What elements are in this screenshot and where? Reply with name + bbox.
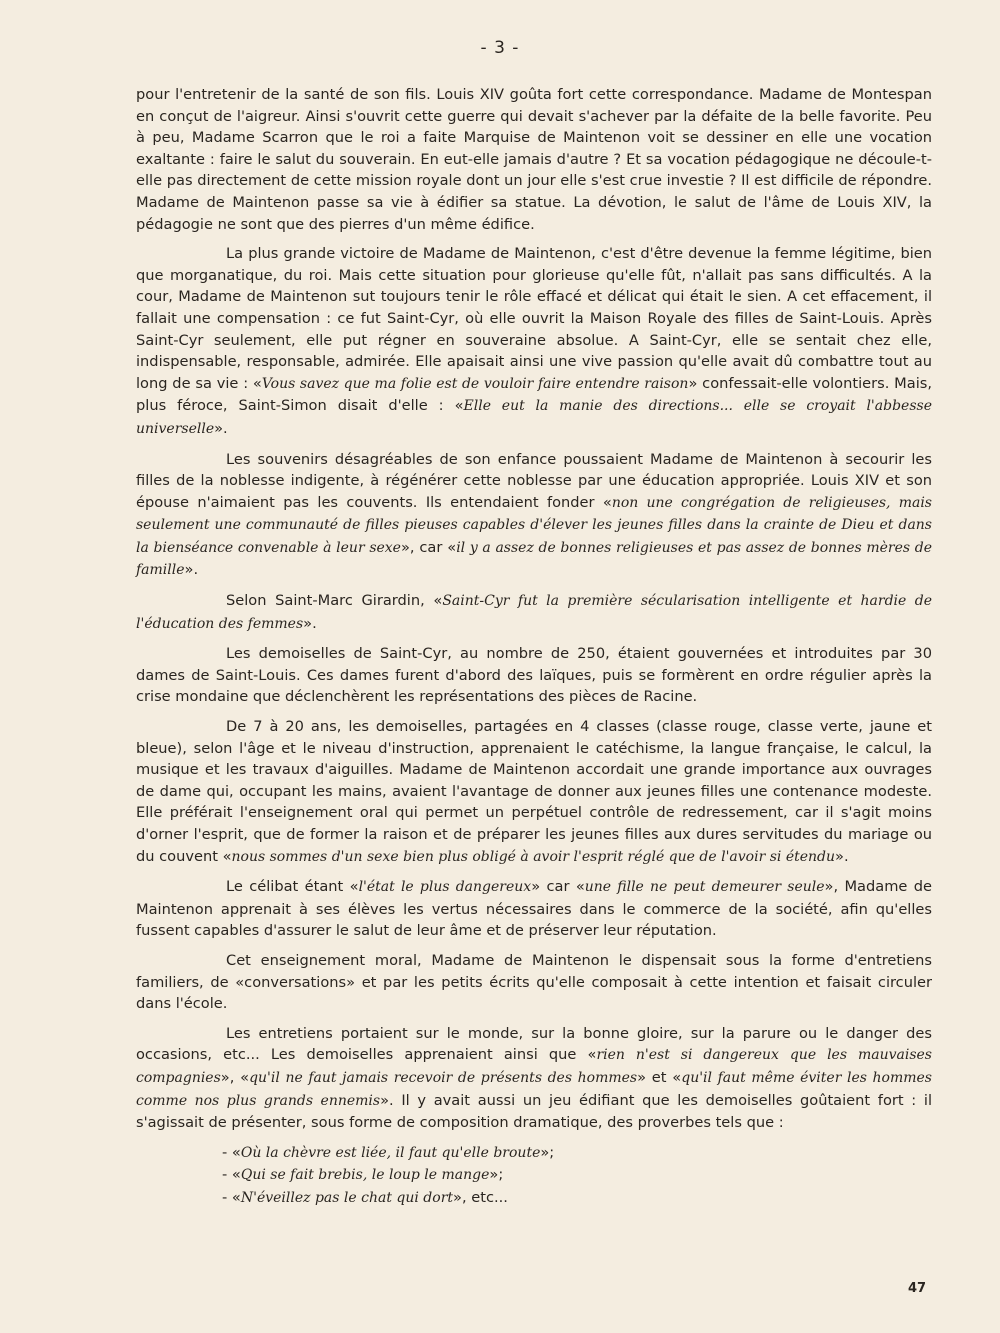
text-run: Cet enseignement moral, Madame de Maintenon le dispensait sous la forme d'entretiens familiers, de «conversations» et par les petits écrits qu'elle composait à cette intention et faisait circuler dans l'école. [136,951,932,1013]
text-run: Les demoiselles de Saint-Cyr, au nombre de 250, étaient gouvernées et introduites par 30 dames de Saint-Louis. Ces dames furent d'abord des laïques, puis se formèrent en ordre régulier après la crise mondaine que déclenchèrent les représentations des pièces de Racine. [136,645,932,706]
text-run: La plus grande victoire de Madame de Maintenon, c'est d'être devenue la femme légitime, bien que morganatique, du roi. Mais cette situation pour glorieuse qu'elle fût, n'allait pas sans difficultés. A la cour, Madame de Maintenon sut toujours tenir le rôle effacé et délicat qui était le sien. A cet effacement, il fallait une compensation : ce fut Saint-Cyr, où elle ouvrit la Maison Royale des filles de Saint-Louis. Après Saint-Cyr seulement, elle put régner en souveraine absolue. A Saint-Cyr, elle se sentait chez elle, indispensable, responsable, admirée. Elle apaisait ainsi une vive passion qu'elle avait dû combattre tout au long de sa vie : « [136,245,932,392]
body-text [136,84,932,1210]
italic-quote: une fille ne peut demeurer seule [584,879,825,896]
page-header-marker: - 3 - [480,38,520,58]
text-run: ». [835,847,849,865]
italic-quote: qu'il faut même éviter les hommes comme nos plus grands ennemis [136,1069,932,1109]
paragraph [136,590,932,635]
paragraph [136,449,932,583]
text-run: ». [214,419,228,437]
text-run: » confessait-elle volontiers. Mais, plus féroce, Saint-Simon disait d'elle : « [136,374,932,415]
text-run: ». Il y avait aussi un jeu édifiant que les demoiselles goûtaient fort : il s'agissait de présenter, sous forme de composition dramatique, des proverbes tels que : [136,1091,933,1132]
italic-quote: Saint-Cyr fut la première sécularisation intelligente et hardie de l'éducation des femmes [136,593,932,632]
paragraph [136,1023,932,1134]
text-run: »; [540,1143,555,1161]
text-run: Les entretiens portaient sur le monde, sur la bonne gloire, sur la parure ou le danger des occasions, etc... Les demoiselles apprenaient ainsi que « [136,1024,932,1064]
text-run: pour l'entretenir de la santé de son fils. Louis XIV goûta fort cette correspondance. Madame de Montespan en conçut de l'aigreur. Ainsi s'ouvrit cette guerre qui devait s'achever par la défaite de la belle favorite. Peu à peu, Madame Scarron que le roi a faite Marquise de Maintenon voit se dessiner en elle une vocation exaltante : faire le salut du souverain. En eut-elle jamais d'autre ? Et sa vocation pédagogique ne découle-t-elle pas directement de cette mission royale dont un jour elle s'est crue investie ? Il est difficile de répondre. Madame de Maintenon passe sa vie à édifier sa statue. La dévotion, le salut de l'âme de Louis XIV, la pédagogie ne sont que des pierres d'un même édifice. [136,86,932,233]
text-run: Les souvenirs désagréables de son enfance poussaient Madame de Maintenon à secourir les filles de la noblesse indigente, à régénérer cette noblesse par une éducation appropriée. Louis XIV et son épouse n'aimaient pas les couvents. Ils entendaient fonder « [136,450,932,511]
text-run: »; [489,1166,504,1184]
paragraph [136,243,932,440]
text-run: », car « [400,538,457,556]
text-run: Selon Saint-Marc Girardin, « [226,592,443,610]
text-run: - « [222,1166,241,1184]
proverb-item [222,1142,932,1165]
text-run: ». [184,561,199,579]
text-run: Le célibat étant « [226,878,359,896]
italic-quote: il y a assez de bonnes religieuses et pas assez de bonnes mères de famille [136,539,932,579]
italic-quote: Qui se fait brebis, le loup le mange [240,1167,490,1184]
paragraph [136,643,932,708]
proverb-item [222,1164,932,1187]
text-run: De 7 à 20 ans, les demoiselles, partagées en 4 classes (classe rouge, classe verte, jaune et bleue), selon l'âge et le niveau d'instruction, apprenaient le catéchisme, la langue française, le calcul, la musique et les travaux d'aiguilles. Madame de Maintenon accordait une grande importance aux ouvrages de dame qui, occupant les mains, avaient l'avantage de donner aux jeunes filles une contenance modeste. Elle préférait l'enseignement oral qui permet un perpétuel contrôle de redressement, car il s'agit moins d'orner l'esprit, que de former la raison et de préparer les jeunes filles aux dures servitudes du mariage ou du couvent « [136,718,932,865]
paragraph [136,84,932,235]
page-number: 47 [908,1281,927,1296]
text-run: », « [220,1068,250,1086]
italic-quote: N'éveillez pas le chat qui dort [240,1189,454,1206]
proverb-item [222,1187,932,1210]
text-run: » car « [531,878,585,896]
italic-quote: qu'il ne faut jamais recevoir de présents des hommes [249,1069,638,1086]
text-run: » et « [637,1068,682,1086]
italic-quote: non une congrégation de religieuses, mais seulement une communauté de filles pieuses capables d'élever les jeunes filles dans la crainte de Dieu et dans la bienséance convenable à leur sexe [136,494,932,556]
italic-quote: rien n'est si dangereux que les mauvaises compagnies [136,1047,932,1086]
proverb-list [136,1142,932,1210]
italic-quote: Vous savez que ma folie est de vouloir faire entendre raison [261,375,689,392]
italic-quote: l'état le plus dangereux [358,879,532,896]
text-run: ». [303,614,317,632]
paragraph [136,716,932,868]
italic-quote: Elle eut la manie des directions... elle se croyait l'abbesse universelle [136,398,932,437]
text-run: », Madame de Maintenon apprenait à ses élèves les vertus nécessaires dans le commerce de la société, afin qu'elles fussent capables d'assurer le salut de leur âme et de préserver leur réputation. [136,878,933,940]
text-run: - « [222,1188,241,1206]
italic-quote: nous sommes d'un sexe bien plus obligé à avoir l'esprit réglé que de l'avoir si étendu [231,848,836,865]
italic-quote: Où la chèvre est liée, il faut qu'elle broute [240,1144,541,1161]
text-run: », etc... [453,1188,508,1206]
text-run: - « [222,1143,241,1161]
paragraph [136,876,932,942]
paragraph [136,950,932,1015]
